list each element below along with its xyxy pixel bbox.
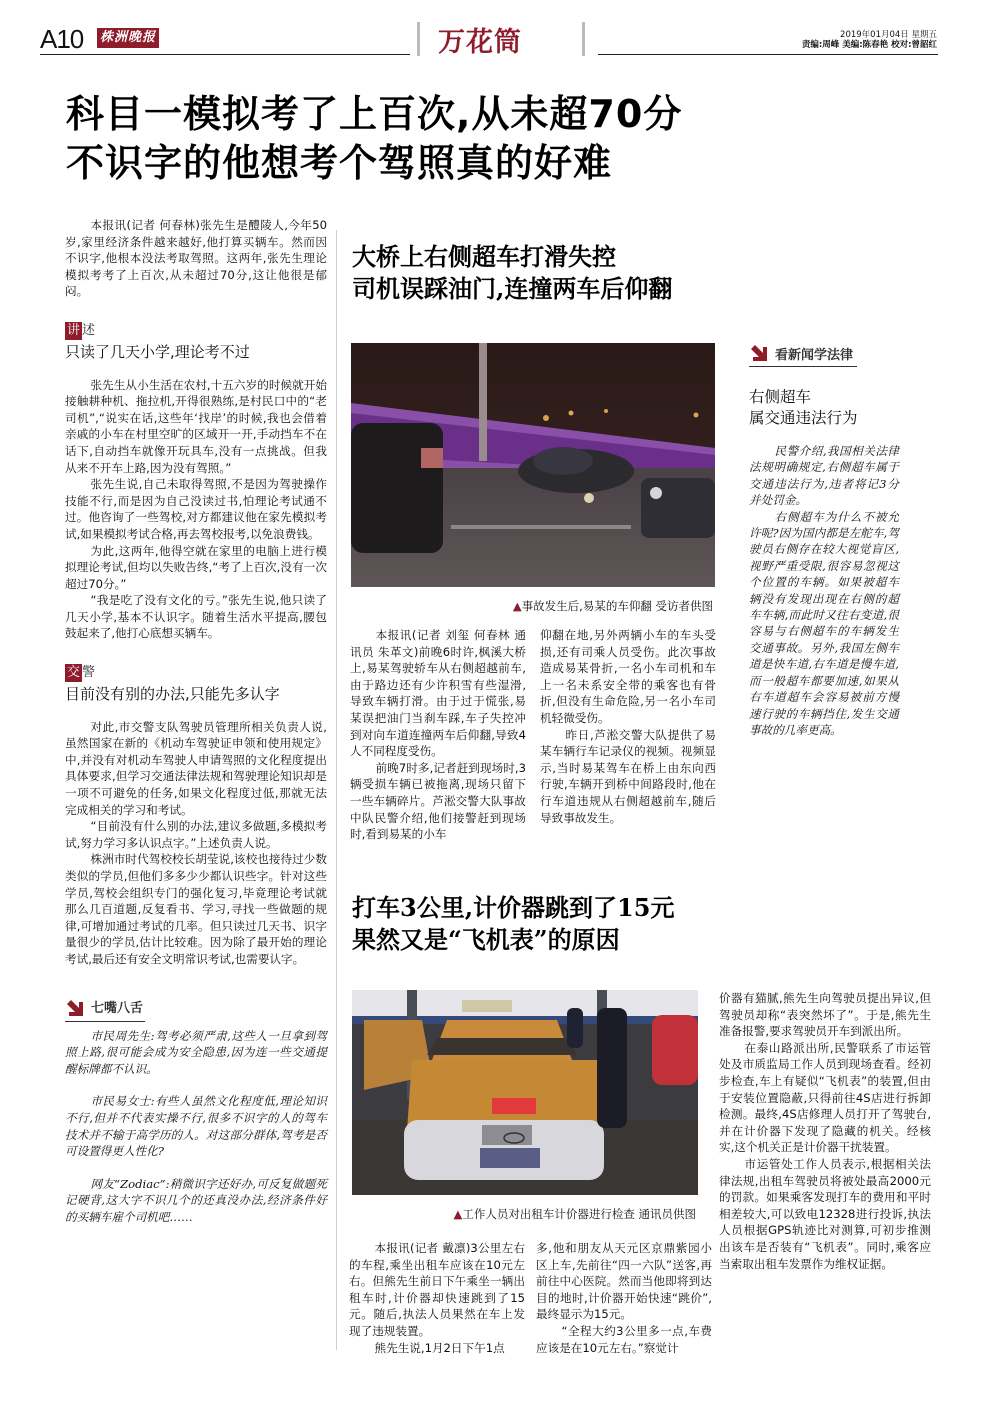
paragraph: 为此,这两年,他得空就在家里的电脑上进行模拟理论考试,但均以失败告终,“考了上百次,没有一次超过70分。”	[65, 543, 327, 591]
paragraph: 仰翻在地,另外两辆小车的车头受损,还有司乘人员受伤。此次事故造成易某骨折,一名小车司机和车上一名未系安全带的乘客也有骨折,但没有生命危险,另一名小车司机轻微受伤。	[540, 628, 716, 725]
caption-text: 事故发生后,易某的车仰翻 受访者供图	[521, 599, 713, 613]
masthead-rule-left	[40, 54, 410, 55]
article2-col3	[719, 990, 931, 1272]
article1-title-line1: 大桥上右侧超车打滑失控	[352, 242, 616, 271]
lead-paragraph: 本报讯(记者 何春林)张先生是醴陵人,今年50岁,家里经济条件越来越好,他打算买辆车。然而因不识字,他根本没法考取驾照。这两年,张先生理论模拟考考了上百次,从未超过70分,这让他很是郁闷。	[65, 218, 327, 299]
section-tag-police	[65, 664, 327, 682]
masthead-rule-right	[598, 54, 938, 55]
arrow-down-right-icon	[65, 998, 85, 1018]
main-headline-line2: 不识字的他想考个驾照真的好难	[66, 141, 613, 185]
caption-text: 工作人员对出租车计价器进行检查 通讯员供图	[462, 1207, 696, 1221]
paragraph: 张先生说,自己未取得驾照,不是因为驾驶操作技能不行,而是因为自己没读过书,怕理论考试通不过。他咨询了一些驾校,对方都建议他在家先模拟考试,如果模拟考试合格,再去驾校报考,以免浪费钱。	[65, 477, 327, 541]
article1-title-line2: 司机误踩油门,连撞两车后仰翻	[352, 274, 673, 303]
paragraph: 民警介绍,我国相关法律法规明确规定,右侧超车属于交通违法行为,违者将记3分并处罚金。	[749, 444, 899, 508]
editor-credits: 责编:周峰 美编:陈春艳 校对:曾韶红	[801, 40, 937, 50]
law-title-line2: 属交通违法行为	[749, 409, 858, 427]
paragraph: 张先生从小生活在农村,十五六岁的时候就开始接触耕种机、拖拉机,开得很熟练,是村民口中的“老司机”,“说实在话,这些年‘找岸’的时候,我也会借着亲戚的小车在村里空旷的区域开一开,手动挡车不在话下,自动挡车就像开玩具车,没有一点挑战。但我从来不开车上路,因为没有驾照。”	[65, 377, 327, 475]
triangle-up-icon: ▲	[512, 599, 522, 613]
paragraph: 本报讯(记者 戴凛)3公里左右的车程,乘坐出租车应该在10元左右。但熊先生前日下午乘坐一辆出租车时,计价器却快速跳到了15元。随后,执法人员果然在车上发现了违规装置。	[349, 1241, 525, 1338]
article2-col1	[349, 1240, 525, 1356]
section-subhead: 目前没有别的办法,只能先多认字	[65, 685, 280, 704]
comments-tag-label: 七嘴八舌	[91, 1000, 144, 1016]
law-sidebar	[749, 343, 933, 738]
paragraph: 右侧超车为什么不被允许呢?因为国内都是左舵车,驾驶员右侧存在较大视觉盲区,视野严重受限,很容易忽视这个位置的车辆。如果被超车辆没有发现出现在右侧的超车车辆,而此时又往右变道,很容易与右侧超车的车辆发生交通事故。另外,我国左侧车道是快车道,右车道是慢车道,而一般超车都要加速,如果从右车道超车会容易被前方慢速行驶的车辆挡住,发生交通事故的几率更高。	[749, 509, 899, 737]
newspaper-logo: 株洲晚报	[97, 28, 159, 48]
issue-date: 2019年01月04日 星期五	[840, 30, 937, 40]
tag-rest: 述	[82, 322, 96, 338]
section-tag-narrative	[65, 322, 327, 340]
left-column	[65, 217, 327, 1226]
paragraph: “目前没有什么别的办法,建议多做题,多模拟考试,努力学习多认识点字。”上述负责人说。	[65, 819, 327, 850]
tag-box: 讲	[67, 322, 81, 338]
accident-photo-illustration	[351, 343, 715, 587]
taxi-photo	[352, 990, 698, 1195]
page-number: A10	[40, 24, 84, 54]
paragraph: 熊先生说,1月2日下午1点	[374, 1340, 505, 1355]
paragraph: 前晚7时多,记者赶到现场时,3辆受损车辆已被拖离,现场只留下一些车辆碎片。芦淞交警大队事故中队民警介绍,他们接警赶到现场时,看到易某的小车	[350, 760, 526, 842]
paragraph: “全程大约3公里多一点,车费应该是在10元左右。”察觉计	[536, 1323, 712, 1355]
arrow-down-right-icon	[749, 343, 769, 363]
comment-item: 网友“Zodiac”:稍微识字还好办,可反复做题死记硬背,这大字不识几个的还真没办法,经济条件好的买辆车雇个司机吧……	[65, 1176, 327, 1224]
paragraph: 本报讯(记者 刘玺 何春林 通讯员 朱革文)前晚6时许,枫溪大桥上,易某驾驶轿车从右侧超越前车,由于路边还有少许积雪有些湿滑,导致车辆打滑。由于过于慌张,易某误把油门当刹车踩,车子失控冲到对向车道连撞两车后仰翻,导致4人不同程度受伤。	[350, 628, 526, 759]
paragraph: 价器有猫腻,熊先生向驾驶员提出异议,但驾驶员却称“表突然坏了”。于是,熊先生准备报警,要求驾驶员开车到派出所。	[719, 991, 931, 1039]
tag-rest: 警	[82, 664, 96, 680]
masthead-divider-right	[582, 22, 585, 56]
main-headline-line1: 科目一模拟考了上百次,从未超70分	[66, 92, 683, 136]
law-tag	[749, 343, 933, 363]
accident-photo-caption	[0, 598, 713, 614]
paragraph: 昨日,芦淞交警大队提供了易某车辆行车记录仪的视频。视频显示,当时易某驾车在桥上由东向西行驶,车辆开到桥中间路段时,他在行车道违规从右侧超越前车,随后导致事故发生。	[540, 727, 716, 825]
paragraph: “我是吃了没有文化的亏。”张先生说,他只读了几天小学,基本不认识字。随着生活水平提高,腰包鼓起来了,他打心底想买辆车。	[65, 593, 327, 641]
law-sidebar-body	[749, 443, 899, 738]
article2-col2	[536, 1240, 712, 1356]
triangle-up-icon: ▲	[453, 1207, 463, 1221]
taxi-photo-illustration	[352, 990, 698, 1195]
law-tag-rule	[749, 366, 857, 367]
article1-col2	[540, 627, 716, 826]
comments-tag-rule	[65, 1021, 145, 1022]
comment-item: 市民易女士:有些人虽然文化程度低,理论知识不行,但并不代表实操不行,很多不识字的人的驾车技术并不输于高学历的人。对这部分群体,驾考是否可设置得更人性化?	[65, 1094, 327, 1159]
tag-box: 交	[67, 665, 81, 681]
taxi-photo-caption	[0, 1206, 696, 1222]
comment-item: 市民周先生:驾考必须严肃,这些人一旦拿到驾照上路,很可能会成为安全隐患,因为连一些交通提醒标牌都不认识。	[65, 1028, 327, 1076]
article2-title-line1: 打车3公里,计价器跳到了15元	[352, 893, 675, 922]
law-sidebar-title	[749, 387, 933, 429]
section-name: 万花筒	[438, 27, 522, 58]
paragraph: 株洲市时代驾校校长胡莹说,该校也接待过少数类似的学员,但他们多多少少都认识些字。针对这些学员,驾校会组织专门的强化复习,毕竟理论考试就那么几百道题,反复看书、学习,寻找一些做题的规律,可增加通过考试的几率。但只读过几天书、识字量很少的学员,估计比较难。因为除了最开始的理论考试,最后还有安全文明常识考试,也需要认字。	[65, 852, 327, 966]
paragraph: 市运管处工作人员表示,根据相关法律法规,出租车驾驶员将被处最高2000元的罚款。如果乘客发现打车的费用和平时相差较大,可以致电12328进行投诉,执法人员根据GPS轨迹比对测算,可初步推测出该车是否装有“飞机表”。同时,乘客应当索取出租车发票作为维权证据。	[719, 1156, 931, 1271]
paragraph: 对此,市交警支队驾驶员管理所相关负责人说,虽然国家在新的《机动车驾驶证申领和使用规定》中,并没有对机动车驾驶人申请驾照的文化程度提出具体要求,但学习交通法律法规和驾驶理论知识却是一项不可避免的任务,如果文化程度过低,那就无法完成相关的学习和考试。	[65, 719, 327, 817]
paragraph: 多,他和朋友从天元区京鼎紫园小区上车,先前往“四一六队”送客,再前往中心医院。然而当他即将到达目的地时,计价器开始快速“跳价”,最终显示为15元。	[536, 1241, 712, 1322]
paragraph: 在泰山路派出所,民警联系了市运管处及市质监局工作人员到现场查看。经初步检查,车上有疑似“飞机表”的装置,但由于安装位置隐蔽,只得前往4S店进行拆卸检测。最终,4S店修理人员打开了驾驶台,并在计价器下发现了隐藏的机关。经核实,这个机关正是计价器干扰装置。	[719, 1040, 931, 1155]
law-tag-label: 看新闻学法律	[775, 348, 854, 363]
comments-tag	[65, 998, 327, 1018]
article1-col1	[350, 627, 526, 843]
column-divider	[336, 230, 337, 1350]
law-title-line1: 右侧超车	[749, 388, 812, 406]
accident-photo	[351, 343, 715, 587]
article2-title-line2: 果然又是“飞机表”的原因	[352, 925, 620, 954]
section-subhead: 只读了几天小学,理论考不过	[65, 342, 250, 361]
masthead-divider-left	[417, 22, 420, 56]
